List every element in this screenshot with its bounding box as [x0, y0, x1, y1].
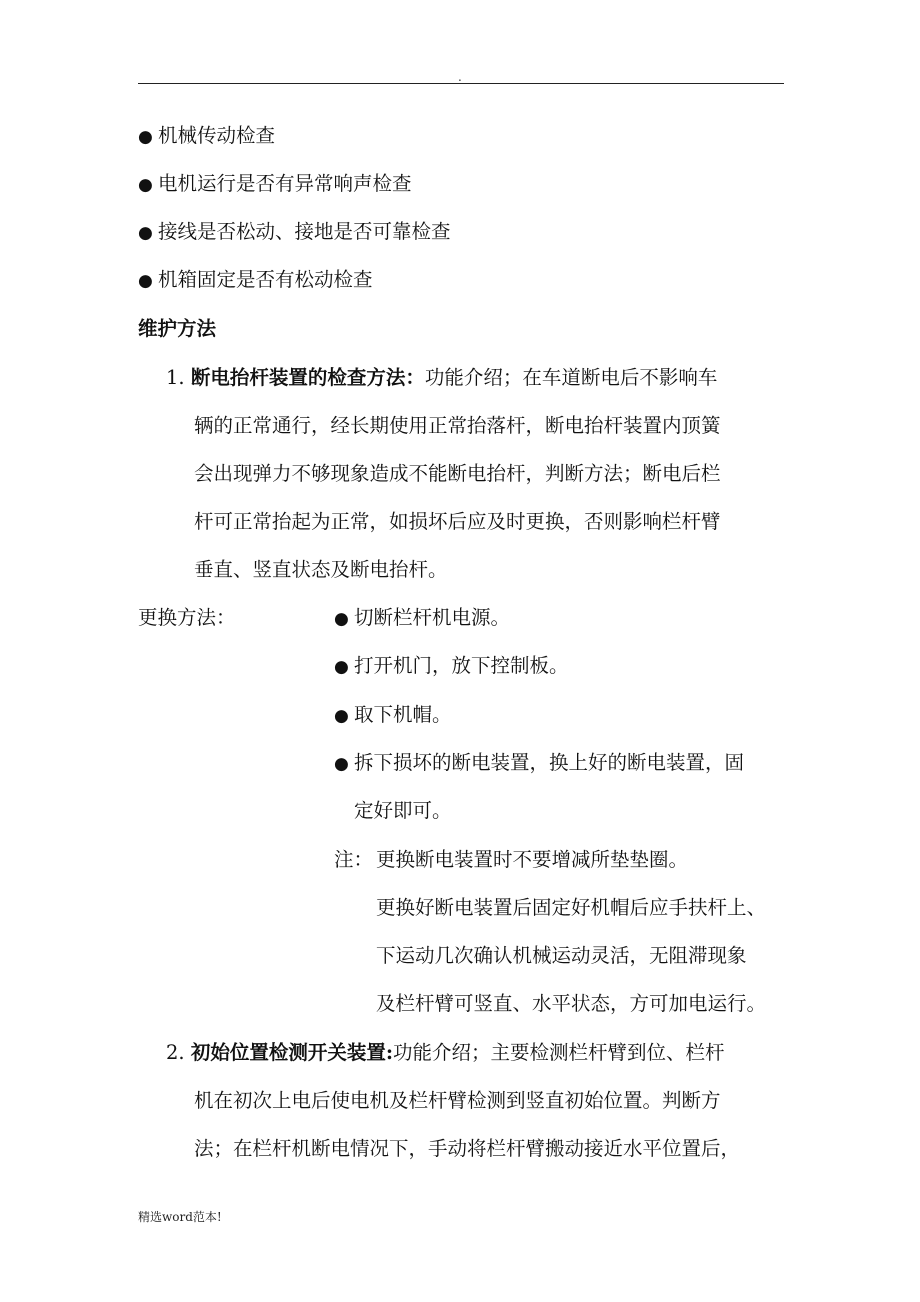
list-item [334, 749, 744, 778]
item2-heading: 初始位置检测开关装置: [190, 1041, 394, 1064]
bullet-icon: ● [334, 754, 349, 774]
item2-line: 功能介绍；主要检测栏杆臂到位、栏杆 [393, 1041, 725, 1064]
item1-line: 垂直、竖直状态及断电抬杆。 [194, 558, 448, 581]
item1-line: 功能介绍；在车道断电后不影响车 [424, 366, 718, 389]
note-label: 注： [334, 848, 374, 871]
item1-line: 杆可正常抬起为正常，如损坏后应及时更换，否则影响栏杆臂 [194, 510, 721, 533]
list-item [138, 170, 412, 199]
list-item-text: 切断栏杆机电源。 [354, 606, 511, 629]
list-item-text: 取下机帽。 [354, 703, 452, 726]
list-item [334, 652, 569, 681]
item2-number: 2. [166, 1041, 185, 1064]
item1-heading: 断电抬杆装置的检查方法： [190, 366, 425, 389]
bullet-icon: ● [334, 657, 349, 677]
item2-line: 机在初次上电后使电机及栏杆臂检测到竖直初始位置。判断方 [194, 1089, 721, 1112]
bullet-icon: ● [138, 223, 153, 243]
list-item [334, 604, 510, 633]
list-item-continuation: 定好即可。 [354, 799, 452, 822]
item1-number: 1. [166, 366, 185, 389]
list-item-text: 机箱固定是否有松动检查 [158, 268, 373, 291]
bullet-icon: ● [138, 127, 153, 147]
bullet-icon: ● [334, 706, 349, 726]
list-item-text: 打开机门，放下控制板。 [354, 654, 569, 677]
note-line: 更换断电装置时不要增减所垫垫圈。 [376, 848, 689, 871]
list-item [138, 266, 373, 295]
list-item-text: 机械传动检查 [158, 124, 276, 147]
bullet-icon: ● [138, 271, 153, 291]
item1-first-line [166, 364, 717, 392]
header-rule [138, 83, 784, 84]
item1-line: 会出现弹力不够现象造成不能断电抬杆，判断方法；断电后栏 [194, 462, 721, 485]
replace-label: 更换方法： [138, 606, 236, 629]
list-item [138, 122, 275, 151]
bullet-icon: ● [138, 175, 153, 195]
item2-line: 法；在栏杆机断电情况下，手动将栏杆臂搬动接近水平位置后， [194, 1137, 741, 1160]
list-item [138, 218, 451, 247]
footer-text: 精选word范本! [138, 1210, 222, 1224]
note-line: 更换好断电装置后固定好机帽后应手扶杆上、 [376, 896, 767, 919]
section-title: 维护方法 [138, 317, 217, 340]
note-line: 下运动几次确认机械运动灵活，无阻滞现象 [376, 944, 747, 967]
bullet-icon: ● [334, 609, 349, 629]
list-item-text: 电机运行是否有异常响声检查 [158, 172, 412, 195]
item2-first-line [166, 1039, 725, 1067]
list-item-text: 拆下损坏的断电装置，换上好的断电装置，固 [354, 751, 745, 774]
list-item [334, 701, 452, 730]
item1-line: 辆的正常通行，经长期使用正常抬落杆，断电抬杆装置内顶簧 [194, 414, 721, 437]
note-line: 及栏杆臂可竖直、水平状态，方可加电运行。 [376, 992, 767, 1015]
header-mark: . [458, 70, 462, 84]
list-item-text: 接线是否松动、接地是否可靠检查 [158, 220, 451, 243]
